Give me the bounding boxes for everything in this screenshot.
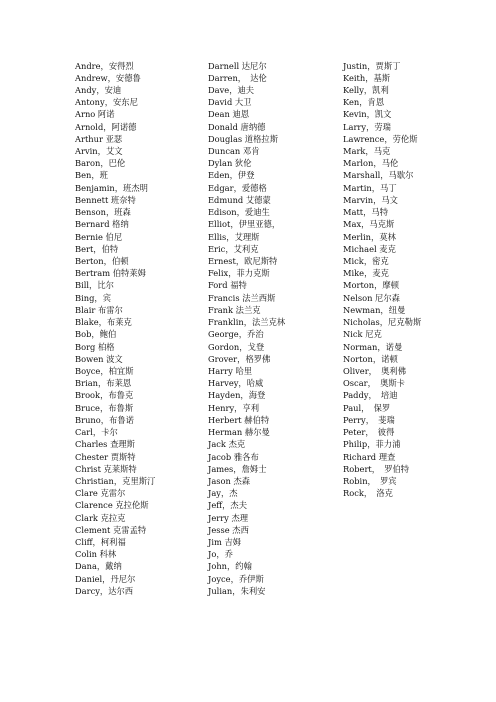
- name-entry: Bruce，布鲁斯: [75, 402, 134, 413]
- name-entry: Frank 法兰克: [208, 304, 261, 315]
- name-entry: Bennett 班奈特: [75, 194, 136, 205]
- name-entry: Robert， 罗伯特: [343, 463, 410, 474]
- name-entry: Carl，卡尔: [75, 427, 118, 438]
- name-entry: Dave，迪夫: [208, 84, 255, 95]
- name-entry: Elliot，伊里亚德，: [208, 219, 281, 230]
- name-entry: Jack 杰克: [208, 439, 246, 450]
- name-entry: Bob，鲍伯: [75, 329, 117, 340]
- name-entry: Bowen 波文: [75, 353, 123, 364]
- name-entry: Paul， 保罗: [343, 402, 391, 413]
- name-entry: Brook，布鲁克: [75, 390, 134, 401]
- name-entry: David 大卫: [208, 97, 252, 108]
- name-entry: Peter， 彼得: [343, 427, 395, 438]
- name-entry: George，乔治: [208, 329, 264, 340]
- name-entry: Kelly，凯利: [343, 84, 389, 95]
- name-column-3: [343, 60, 421, 500]
- name-entry: Borg 柏格: [75, 341, 115, 352]
- name-entry: Bernie 伯尼: [75, 231, 123, 242]
- name-entry: Charles 查理斯: [75, 439, 135, 450]
- name-entry: Christ 克莱斯特: [75, 463, 137, 474]
- name-entry: Jacob 雅各布: [208, 451, 259, 462]
- name-entry: Nicholas，尼克勒斯: [343, 317, 422, 328]
- name-entry: Francis 法兰西斯: [208, 292, 276, 303]
- name-entry: Antony，安东尼: [75, 97, 138, 108]
- name-entry: Baron，巴伦: [75, 158, 126, 169]
- name-entry: Andy，安迪: [75, 84, 122, 95]
- name-entry: Benson，班森: [75, 207, 131, 218]
- name-entry: Ben，班: [75, 170, 108, 181]
- name-entry: Boyce，柏宜斯: [75, 365, 134, 376]
- name-entry: Joyce，乔伊斯: [208, 573, 264, 584]
- name-entry: Lawrence，劳伦斯: [343, 133, 418, 144]
- name-entry: Douglas 道格拉斯: [208, 133, 278, 144]
- name-column-2: [208, 60, 285, 598]
- name-entry: Martin，马丁: [343, 182, 397, 193]
- name-entry: Matt，马特: [343, 207, 389, 218]
- name-entry: Kevin，凯文: [343, 109, 392, 120]
- name-entry: Donald 唐纳德: [208, 121, 266, 132]
- name-entry: Edgar，爱德格: [208, 182, 267, 193]
- name-entry: Harvey，哈威: [208, 378, 264, 389]
- name-entry: Bert，伯特: [75, 243, 119, 254]
- name-entry: Berton，伯顿: [75, 256, 129, 266]
- name-entry: Jason 杰森: [208, 475, 251, 486]
- name-entry: Clark 克拉克: [75, 512, 126, 523]
- name-entry: Michael 麦克: [343, 243, 396, 254]
- name-entry: Edmund 艾德蒙: [208, 194, 271, 205]
- name-entry: Ford 福特: [208, 280, 247, 291]
- name-entry: Julian，朱利安: [208, 585, 266, 596]
- name-entry: Andrew，安德鲁: [75, 72, 141, 83]
- name-entry: Merlin，莫林: [343, 231, 396, 242]
- name-column-1: [75, 60, 155, 598]
- name-entry: Brian，布莱恩: [75, 378, 132, 389]
- name-entry: Blair 布雷尔: [75, 304, 123, 315]
- name-entry: Edison，爱迪生: [208, 207, 270, 218]
- name-entry: Bruno，布鲁诺: [75, 414, 134, 425]
- name-entry: Bernard 格纳: [75, 219, 129, 230]
- name-entry: Gordon，戈登: [208, 341, 265, 352]
- name-entry: Henry，亨利: [208, 402, 260, 413]
- name-entry: Clement 克雷孟特: [75, 524, 147, 535]
- name-entry: Ellis，艾理斯: [208, 231, 260, 242]
- name-entry: Marlon，马伦: [343, 158, 399, 169]
- name-entry: Newman，纽曼: [343, 304, 406, 315]
- name-entry: Paddy， 培迪: [343, 390, 398, 401]
- name-entry: Justin，贾斯丁: [343, 60, 401, 71]
- name-entry: Franklin，法兰克林: [208, 317, 286, 328]
- name-entry: Clarence 克拉伦斯: [75, 500, 149, 511]
- name-entry: Harry 哈里: [208, 365, 253, 376]
- name-entry: Herman 赫尔曼: [208, 427, 270, 438]
- name-entry: James，詹姆士: [208, 463, 267, 474]
- name-entry: Bill，比尔: [75, 280, 114, 291]
- name-entry: Larry，劳瑞: [343, 121, 391, 132]
- name-entry: Bing，宾: [75, 292, 111, 303]
- name-entry: Blake，布莱克: [75, 317, 132, 328]
- name-entry: Philip，菲力浦: [343, 439, 401, 450]
- name-entry: Darnell 达尼尔: [208, 60, 267, 71]
- name-entry: Ernest，欧尼斯特: [208, 256, 278, 266]
- name-entry: Benjamin，班杰明: [75, 182, 148, 193]
- name-entry: Rock， 洛克: [343, 488, 393, 499]
- name-entry: Eden，伊登: [208, 170, 255, 181]
- name-entry: Jerry 杰理: [208, 512, 249, 523]
- name-entry: Jesse 杰西: [208, 524, 249, 535]
- name-entry: Daniel，丹尼尔: [75, 573, 136, 584]
- name-entry: Keith，基斯: [343, 72, 391, 83]
- name-entry: Oscar， 奥斯卡: [343, 378, 405, 389]
- name-entry: Jo，乔: [208, 549, 233, 560]
- name-entry: Cliff，柯利福: [75, 537, 126, 548]
- name-entry: Marshall，马歇尔: [343, 170, 414, 181]
- name-entry: Richard 理查: [343, 451, 396, 462]
- name-entry: Eric，艾利克: [208, 243, 259, 254]
- name-entry: Dana，戴纳: [75, 561, 122, 572]
- name-entry: Dean 迪恩: [208, 109, 250, 120]
- name-entry: Bertram 伯特莱姆: [75, 268, 146, 279]
- name-entry: Duncan 邓肯: [208, 146, 260, 157]
- name-entry: Jeff，杰夫: [208, 500, 248, 511]
- name-entry: Felix，菲力克斯: [208, 268, 270, 279]
- name-entry: Mick，密克: [343, 256, 389, 266]
- name-entry: Norton，诺顿: [343, 353, 398, 364]
- name-entry: Arvin，艾文: [75, 146, 123, 157]
- name-entry: Jay，杰: [208, 488, 238, 499]
- name-entry: Mike，麦克: [343, 268, 389, 279]
- name-entry: Max，马克斯: [343, 219, 395, 230]
- name-entry: Andre，安得烈: [75, 60, 134, 71]
- name-entry: Jim 吉姆: [208, 537, 242, 548]
- name-entry: Dylan 狄伦: [208, 158, 252, 169]
- name-entry: Perry， 斐瑞: [343, 414, 395, 425]
- name-entry: Arnold，阿诺德: [75, 121, 137, 132]
- name-entry: Darren， 达伦: [208, 72, 267, 83]
- name-entry: Clare 克雷尔: [75, 488, 126, 499]
- name-entry: Arno 阿诺: [75, 109, 115, 120]
- name-entry: Colin 科林: [75, 549, 117, 560]
- name-entry: Grover，格罗佛: [208, 353, 271, 364]
- name-entry: Oliver， 奥利佛: [343, 365, 407, 376]
- name-entry: John，约翰: [208, 561, 252, 572]
- name-entry: Nick 尼克: [343, 329, 382, 340]
- name-entry: Norman，诺曼: [343, 341, 403, 352]
- name-entry: Morton，摩顿: [343, 280, 400, 291]
- name-entry: Marvin，马文: [343, 194, 398, 205]
- name-entry: Arthur 亚瑟: [75, 133, 123, 144]
- name-entry: Robin， 罗宾: [343, 475, 397, 486]
- name-entry: Ken，肯恩: [343, 97, 385, 108]
- name-entry: Herbert 赫伯特: [208, 414, 270, 425]
- name-entry: Mark，马克: [343, 146, 391, 157]
- name-entry: Christian，克里斯汀: [75, 475, 156, 486]
- name-entry: Darcy，达尔西: [75, 585, 134, 596]
- name-entry: Hayden，海登: [208, 390, 266, 401]
- name-entry: Chester 贾斯特: [75, 451, 136, 462]
- name-entry: Nelson 尼尔森: [343, 292, 400, 303]
